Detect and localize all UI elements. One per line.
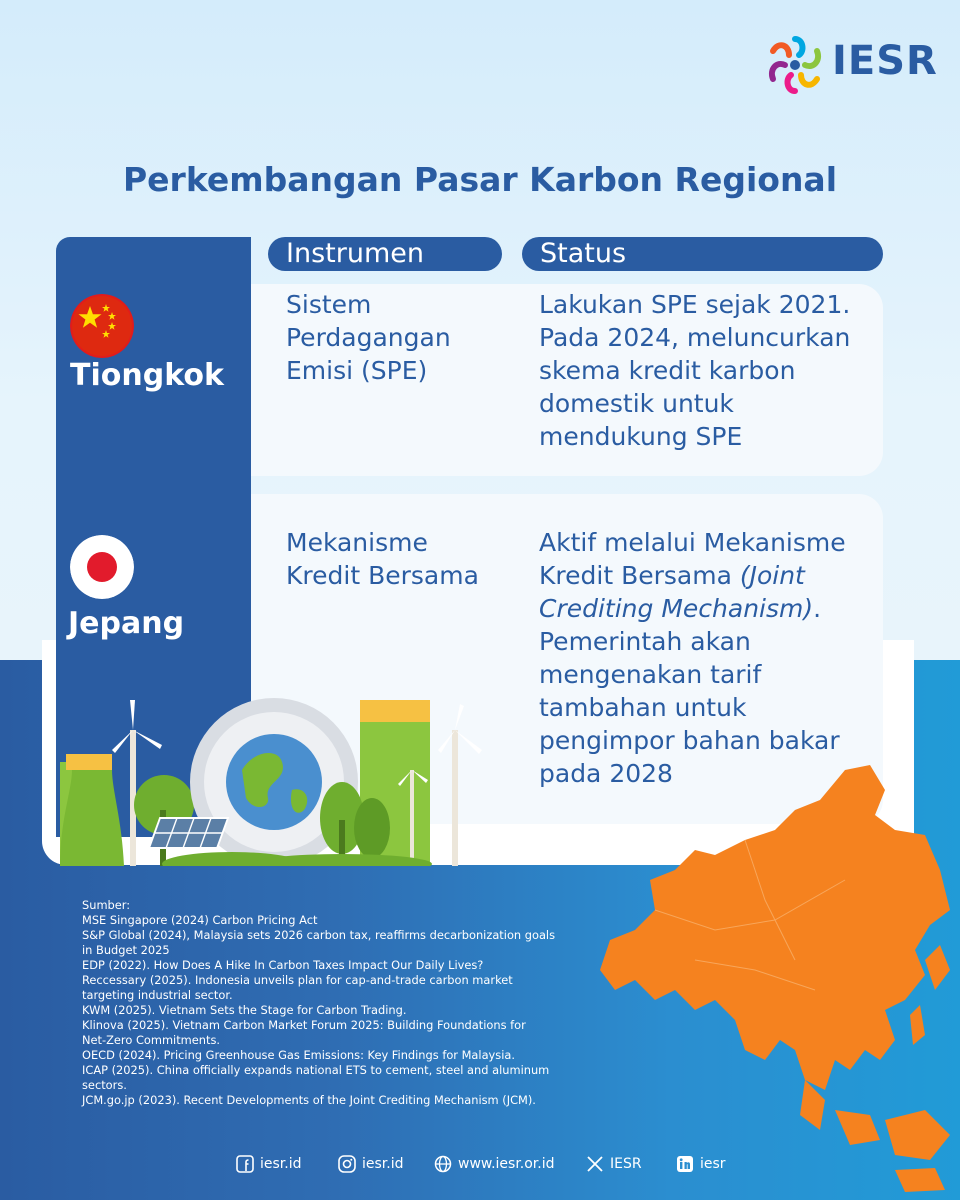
social-x[interactable] (586, 1155, 642, 1173)
text-line: Pada 2024, meluncurkan (539, 323, 851, 352)
source-item: targeting industrial sector. (82, 988, 233, 1002)
country-japan: Jepang (68, 606, 185, 641)
text-line: Mekanisme (286, 528, 428, 557)
text-line: Aktif melalui Mekanisme (539, 528, 846, 557)
text-span: Kredit Bersama (539, 561, 740, 590)
header-status: Status (522, 237, 883, 271)
text-line (539, 592, 846, 625)
source-item: ICAP (2025). China officially expands national ETS to cement, steel and aluminum (82, 1063, 550, 1077)
source-item: Klinova (2025). Vietnam Carbon Market Forum 2025: Building Foundations for (82, 1018, 526, 1032)
text-line: mendukung SPE (539, 422, 743, 451)
social-label: iesr.id (362, 1156, 404, 1172)
status-japan (539, 526, 846, 790)
page-title: Perkembangan Pasar Karbon Regional (122, 160, 838, 199)
text-line: pengimpor bahan bakar (539, 726, 840, 755)
source-item: JCM.go.jp (2023). Recent Developments of the Joint Crediting Mechanism (JCM). (82, 1093, 536, 1107)
text-line (539, 559, 846, 592)
social-linkedin[interactable] (676, 1155, 726, 1173)
x-icon (586, 1155, 604, 1173)
source-item: Reccessary (2025). Indonesia unveils plan for cap-and-trade carbon market (82, 973, 513, 987)
green-energy-illustration (42, 690, 512, 866)
source-item: OECD (2024). Pricing Greenhouse Gas Emissions: Key Findings for Malaysia. (82, 1048, 515, 1062)
sources-label: Sumber: (82, 898, 131, 912)
text-line: skema kredit karbon (539, 356, 796, 385)
social-label: www.iesr.or.id (458, 1156, 555, 1172)
text-line: Kredit Bersama (286, 561, 479, 590)
social-label: iesr.id (260, 1156, 302, 1172)
text-line: domestik untuk (539, 389, 734, 418)
header-instrument: Instrumen (268, 237, 502, 271)
sources-list (82, 898, 562, 1108)
source-item: MSE Singapore (2024) Carbon Pricing Act (82, 913, 318, 927)
facebook-icon (236, 1155, 254, 1173)
social-label: iesr (700, 1156, 726, 1172)
japan-flag-icon (70, 535, 134, 599)
text-line: pada 2028 (539, 759, 673, 788)
linkedin-icon (676, 1155, 694, 1173)
social-label: IESR (610, 1156, 642, 1172)
china-flag-icon (70, 294, 134, 358)
source-item: S&P Global (2024), Malaysia sets 2026 carbon tax, reaffirms decarbonization goals (82, 928, 556, 942)
text-span-italic: (Joint (739, 561, 805, 590)
social-facebook[interactable] (236, 1155, 302, 1173)
instagram-icon (338, 1155, 356, 1173)
text-line: Emisi (SPE) (286, 356, 428, 385)
text-line: Pemerintah akan (539, 627, 751, 656)
text-span-italic: Crediting Mechanism) (539, 594, 814, 623)
text-line: Lakukan SPE sejak 2021. (539, 290, 851, 319)
social-website[interactable] (434, 1155, 555, 1173)
social-instagram[interactable] (338, 1155, 404, 1173)
logo-text: IESR (832, 38, 938, 84)
instrument-china (286, 288, 451, 387)
text-line: Sistem (286, 290, 372, 319)
source-item: KWM (2025). Vietnam Sets the Stage for Carbon Trading. (82, 1003, 407, 1017)
source-item: EDP (2022). How Does A Hike In Carbon Taxes Impact Our Daily Lives? (82, 958, 484, 972)
globe-icon (434, 1155, 452, 1173)
source-item: Net-Zero Commitments. (82, 1033, 221, 1047)
country-china: Tiongkok (70, 358, 224, 393)
text-line: Perdagangan (286, 323, 451, 352)
text-line: tambahan untuk (539, 693, 747, 722)
text-span: . (813, 594, 822, 623)
source-item: sectors. (82, 1078, 127, 1092)
text-line: mengenakan tarif (539, 660, 762, 689)
source-item: in Budget 2025 (82, 943, 170, 957)
instrument-japan (286, 526, 479, 592)
asia-map-icon (595, 760, 960, 1200)
status-china (539, 288, 850, 453)
